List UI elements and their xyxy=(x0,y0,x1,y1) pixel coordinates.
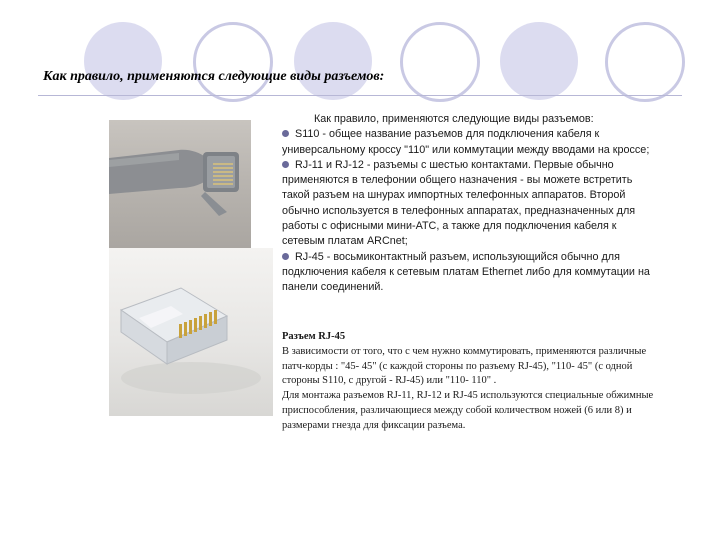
decor-circle-3 xyxy=(294,22,372,100)
bullet-text-rj45: RJ-45 - восьмиконтактный разъем, использующийся обычно для подключения кабеля к сетевым платам Ethernet либо для коммутации на панели соединений. xyxy=(282,250,650,294)
title-divider xyxy=(38,95,682,96)
bullet-text-s110: S110 - общее название разъемов для подключения кабеля к универсальному кроссу "110" или коммутации между вводами на кроссе; xyxy=(282,128,650,156)
decor-circle-4 xyxy=(400,22,480,102)
section-heading: Разъем RJ-45 xyxy=(282,331,346,342)
decor-circle-5 xyxy=(500,22,578,100)
list-item xyxy=(282,250,662,296)
bullet-icon xyxy=(282,130,289,137)
decor-circle-1 xyxy=(84,22,162,100)
decorative-circles-header xyxy=(0,0,720,110)
list-item xyxy=(282,158,662,250)
decor-circle-2 xyxy=(193,22,273,102)
connector-types-list xyxy=(282,112,662,296)
rj11-connector-photo xyxy=(109,120,251,248)
decor-circle-6 xyxy=(605,22,685,102)
rj45-section xyxy=(282,330,662,434)
intro-text: Как правило, применяются следующие виды разъемов: xyxy=(314,113,594,125)
section-paragraph: В зависимости от того, что с чем нужно коммутировать, применяются различные патч-корды : "45- 45" (с каждой стороны по разъему RJ-45), "110- 45" (с одной стороны S110, с другой - RJ-45) или "110- 110" . xyxy=(282,345,647,387)
bullet-icon xyxy=(282,253,289,260)
rj45-connector-photo xyxy=(109,248,273,416)
bullet-text-rj11: RJ-11 и RJ-12 - разъемы с шестью контактами. Первые обычно применяются в телефонии общего назначения - вы можете встретить такой разъем на шнурах импортных телефонных аппаратов. Второй обычно используется в телефонных аппаратах, предназначенных для работы с офисными мини-АТС, а также для подключения кабеля к сетевым платам ARCnet; xyxy=(282,158,636,248)
slide-title: Как правило, применяются следующие виды разъемов: xyxy=(43,69,385,84)
rj45-connector-illustration xyxy=(109,248,273,416)
list-item xyxy=(282,127,662,158)
section-paragraph: Для монтажа разъемов RJ-11, RJ-12 и RJ-45 используются специальные обжимные приспособления, различающиеся между собой количеством ножей (6 или 8) и размерами гнезда для фиксации разъема. xyxy=(282,390,654,431)
rj11-connector-illustration xyxy=(109,120,251,248)
bullet-icon xyxy=(282,161,289,168)
